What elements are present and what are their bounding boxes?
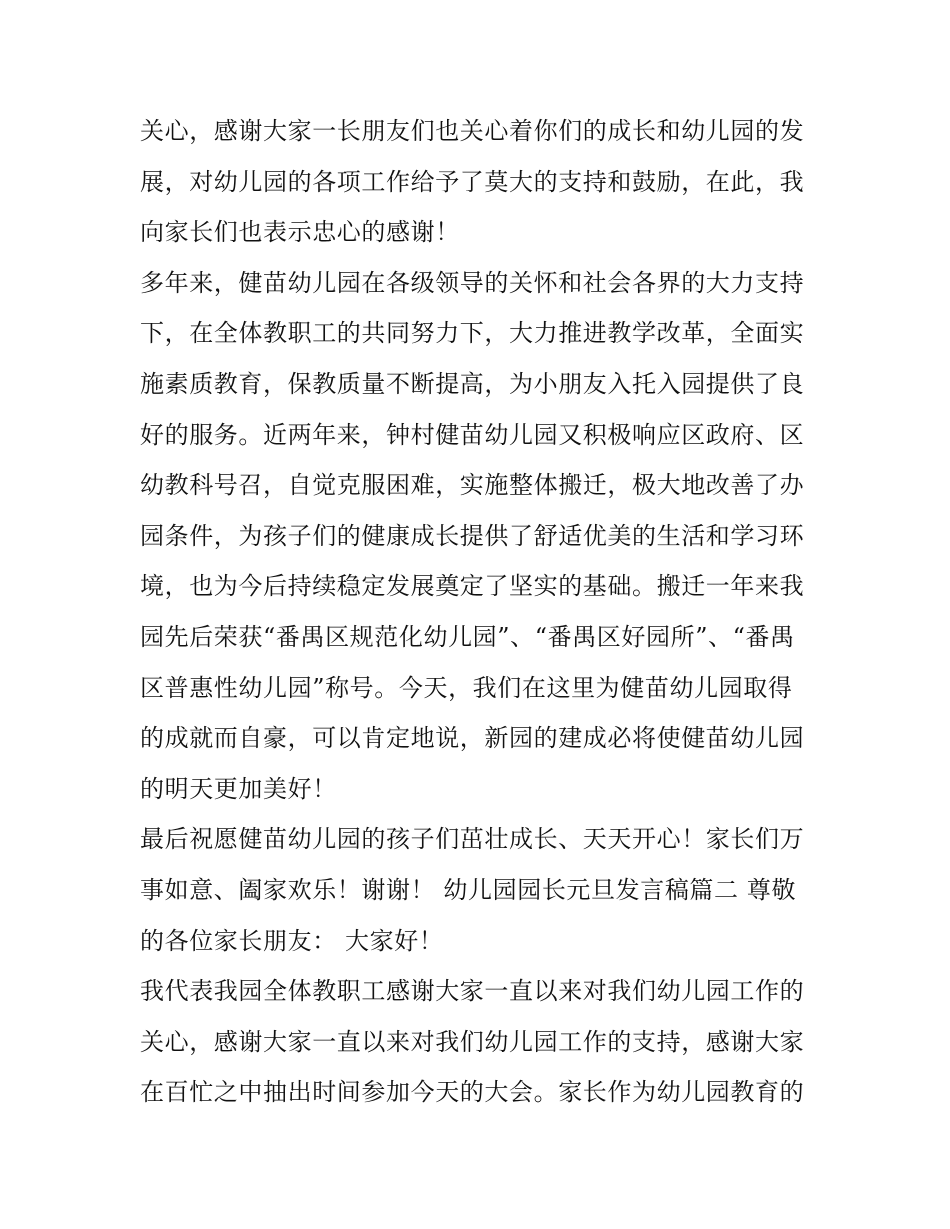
text-line: 多年来，健苗幼儿园在各级领导的关怀和社会各界的大力支持: [140, 268, 805, 297]
text-line: 在百忙之中抽出时间参加今天的大会。家长作为幼儿园教育的: [140, 1078, 805, 1107]
text-line: 施素质教育，保教质量不断提高，为小朋友入托入园提供了良: [140, 369, 805, 398]
text-line: 展，对幼儿园的各项工作给予了莫大的支持和鼓励，在此，我: [140, 167, 805, 196]
text-line: 事如意、阖家欢乐！谢谢！ 幼儿园园长元旦发言稿篇二 尊敬: [140, 875, 797, 904]
text-line: 境，也为今后持续稳定发展奠定了坚实的基础。搬迁一年来我: [140, 572, 805, 601]
text-line: 的各位家长朋友： 大家好！: [140, 926, 444, 955]
text-line: 园条件，为孩子们的健康成长提供了舒适优美的生活和学习环: [140, 521, 805, 550]
text-line: 的明天更加美好！: [140, 774, 337, 803]
text-line: 下，在全体教职工的共同努力下，大力推进教学改革，全面实: [140, 319, 805, 348]
text-line: 向家长们也表示忠心的感谢！: [140, 218, 460, 247]
text-line: 我代表我园全体教职工感谢大家一直以来对我们幼儿园工作的: [140, 977, 805, 1006]
text-line: 园先后荣获“番禺区规范化幼儿园”、“番禺区好园所”、“番禺: [140, 622, 795, 651]
text-line: 区普惠性幼儿园”称号。今天，我们在这里为健苗幼儿园取得: [140, 673, 793, 702]
text-line: 幼教科号召，自觉克服困难，实施整体搬迁，极大地改善了办: [140, 471, 805, 500]
text-line: 的成就而自豪，可以肯定地说，新园的建成必将使健苗幼儿园: [140, 724, 805, 753]
text-line: 关心，感谢大家一直以来对我们幼儿园工作的支持，感谢大家: [140, 1027, 805, 1056]
text-line: 最后祝愿健苗幼儿园的孩子们茁壮成长、天天开心！家长们万: [140, 825, 805, 854]
text-line: 关心，感谢大家一长朋友们也关心着你们的成长和幼儿园的发: [140, 117, 805, 145]
text-line: 好的服务。近两年来，钟村健苗幼儿园又积极响应区政府、区: [140, 420, 805, 449]
body-text: [140, 106, 815, 1118]
